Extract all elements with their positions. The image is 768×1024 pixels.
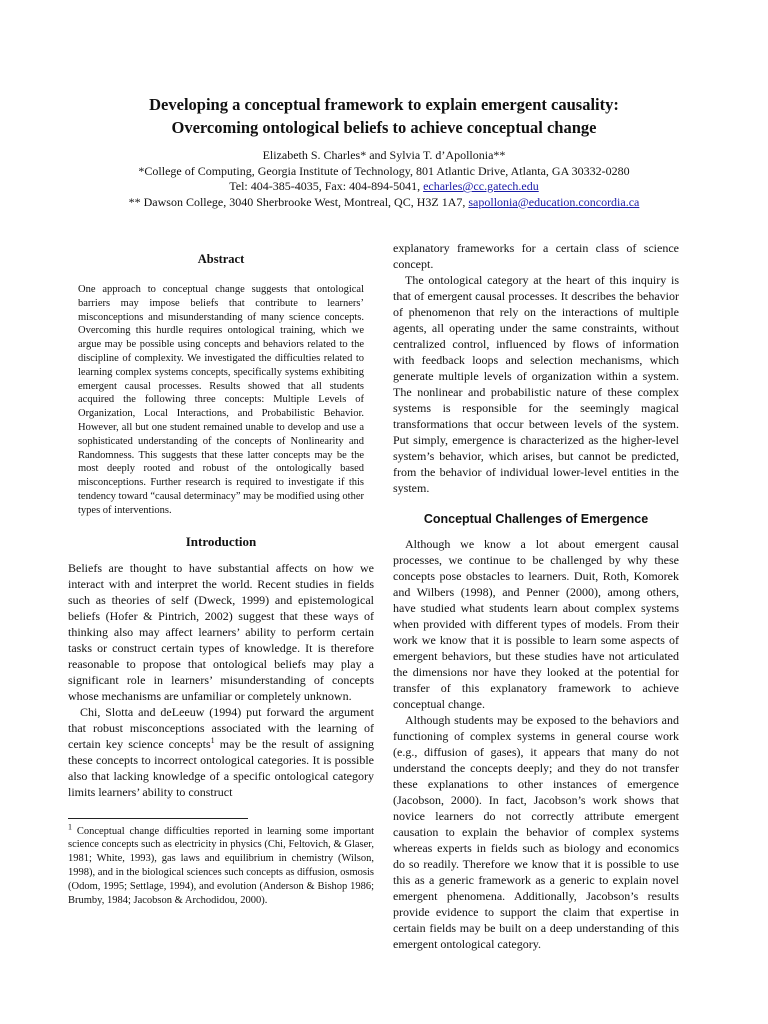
footnote-ref[interactable]: 1 <box>210 735 215 745</box>
footnote-mark: 1 <box>68 822 72 832</box>
intro-p2-text-b: may be the result of assigning these concepts to incorrect ontological categories. It is possible also that lacking knowledge of a specific ontological category limits learners’ ability to construct <box>68 736 374 799</box>
email-link-1[interactable]: echarles@cc.gatech.edu <box>423 179 539 193</box>
abstract-section <box>78 252 364 518</box>
paper-title <box>60 93 708 139</box>
affiliation-1: *College of Computing, Georgia Institute of Technology, 801 Atlantic Drive, Atlanta, GA 30332-0280 <box>138 163 630 178</box>
right-paragraph-0: explanatory frameworks for a certain class of science concept. <box>393 241 679 271</box>
abstract-text: One approach to conceptual change suggests that ontological barriers may impose beliefs that contribute to learners’ misconceptions and misunderstanding of many science concepts. Overcoming this hurdle requires ontological training, which we argue may be possible using concepts and behaviors related to the discipline of complexity. We investigated the difficulties related to learning complex systems concepts, specifically systems exhibiting emergent causal processes. Results showed that all students acquired the following three concepts: Multiple Levels of Organization, Local Interactions, and Probabilistic Behavior. However, all but one student remained unable to develop and use a sophisticated understanding of the concepts of Nonlinearity and Randomness. This suggests that these latter concepts may be the most deeply rooted and robust of the ontologically based misconceptions. Further research is required to investigate if this tendency toward “causal determinacy” may be modified using other types of interventions. <box>78 284 364 516</box>
right-column <box>393 240 679 952</box>
right-paragraph-2: Although we know a lot about emergent causal processes, we continue to be challenged by why these concepts pose obstacles to learners. Duit, Roth, Komorek and Wilbers (1998), and Penner (2000), among others, have studied what students learn about complex systems when provided with different types of models. From their work we know that it is possible to learn some aspects of emergent behaviors, but these studies have not articulated the dimensions nor have they looked at the potential for transfer of this explanatory framework to achieve conceptual change. <box>393 537 679 711</box>
right-paragraph-1: The ontological category at the heart of this inquiry is that of emergent causal processes. It describes the behavior of phenomenon that rely on the interactions of multiple agents, all operating under the same constraints, without centralized control, influenced by flows of information with feedback loops and selection mechanisms, which generate multiple levels of organization within a system. The nonlinear and probabilistic nature of these complex systems is responsible for the seemingly magical transformations that occur between levels of the system. Put simply, emergence is characterized as the higher-level system’s behavior, which arises, but cannot be predicted, from the behavior of individual lower-level entities in the system. <box>393 273 679 495</box>
email-link-2[interactable]: sapollonia@education.concordia.ca <box>468 194 640 209</box>
emergence-heading: Conceptual Challenges of Emergence <box>423 512 649 526</box>
intro-paragraph-2 <box>68 704 374 800</box>
footnote <box>68 822 374 908</box>
affiliation-2 <box>60 195 708 211</box>
intro-p2-text-a: Chi, Slotta and deLeeuw (1994) put forward the argument that robust misconceptions associated with the learning of certain key science concepts <box>68 704 374 751</box>
right-paragraph-3: Although students may be exposed to the behaviors and functioning of complex systems in general course work (e.g., diffusion of gases), it appears that many do not understand the concepts deeply; and they do not transfer these explanations to other instances of emergence (Jacobson, 2000). In fact, Jacobson’s work shows that novice learners do not correctly attribute emergent causation to explain the behavior of complex systems whereas experts in fields such as biology and economics do so readily. Therefore we know that it is possible to use this as a generic framework as a generic to explain novel emergent phenomena. Additionally, Jacobson’s results provide evidence to support the claim that expertise in certain fields may be built on a deep understanding of this emergent ontological category. <box>393 713 679 951</box>
title-line-2: Overcoming ontological beliefs to achieve conceptual change <box>171 118 597 137</box>
contact-1-text: Tel: 404-385-4035, Fax: 404-894-5041, <box>229 179 424 193</box>
abstract-heading: Abstract <box>197 252 245 266</box>
author-names: Elizabeth S. Charles* and Sylvia T. d’Apollonia** <box>262 148 506 162</box>
intro-paragraph-1: Beliefs are thought to have substantial affects on how we interact with and interpret the world. Recent studies in fields such as theories of self (Dweck, 1999) and epistemological beliefs (Hofer & Pintrich, 2002) suggest that these ways of thinking also may affect learners’ ability to perform certain tasks or construct certain types of knowledge. It is therefore reasonable to propose that ontological beliefs may play a significant role in learners’ misunderstanding of concepts whose mechanisms are unfamiliar or completely unknown. <box>68 560 374 703</box>
introduction-heading: Introduction <box>185 533 257 549</box>
footnote-divider <box>68 818 248 819</box>
contact-line-1 <box>60 179 708 195</box>
footnote-text: Conceptual change difficulties reported in learning some important science concepts such as electricity in physics (Chi, Feltovich, & Glaser, 1981; White, 1993), gas laws and equilibrium in chemistry (Wilson, 1998), and in the biological sciences such concepts as diffusion, osmosis (Odom, 1995; Settlage, 1994), and evolution (Anderson & Bishop 1986; Brumby, 1984; Jacobson & Archodidou, 2000). <box>68 825 374 906</box>
title-line-1: Developing a conceptual framework to explain emergent causality: <box>149 95 619 114</box>
affiliation-2-text: ** Dawson College, 3040 Sherbrooke West, Montreal, QC, H3Z 1A7, <box>128 194 469 209</box>
left-column <box>68 247 374 907</box>
author-block <box>60 148 708 210</box>
